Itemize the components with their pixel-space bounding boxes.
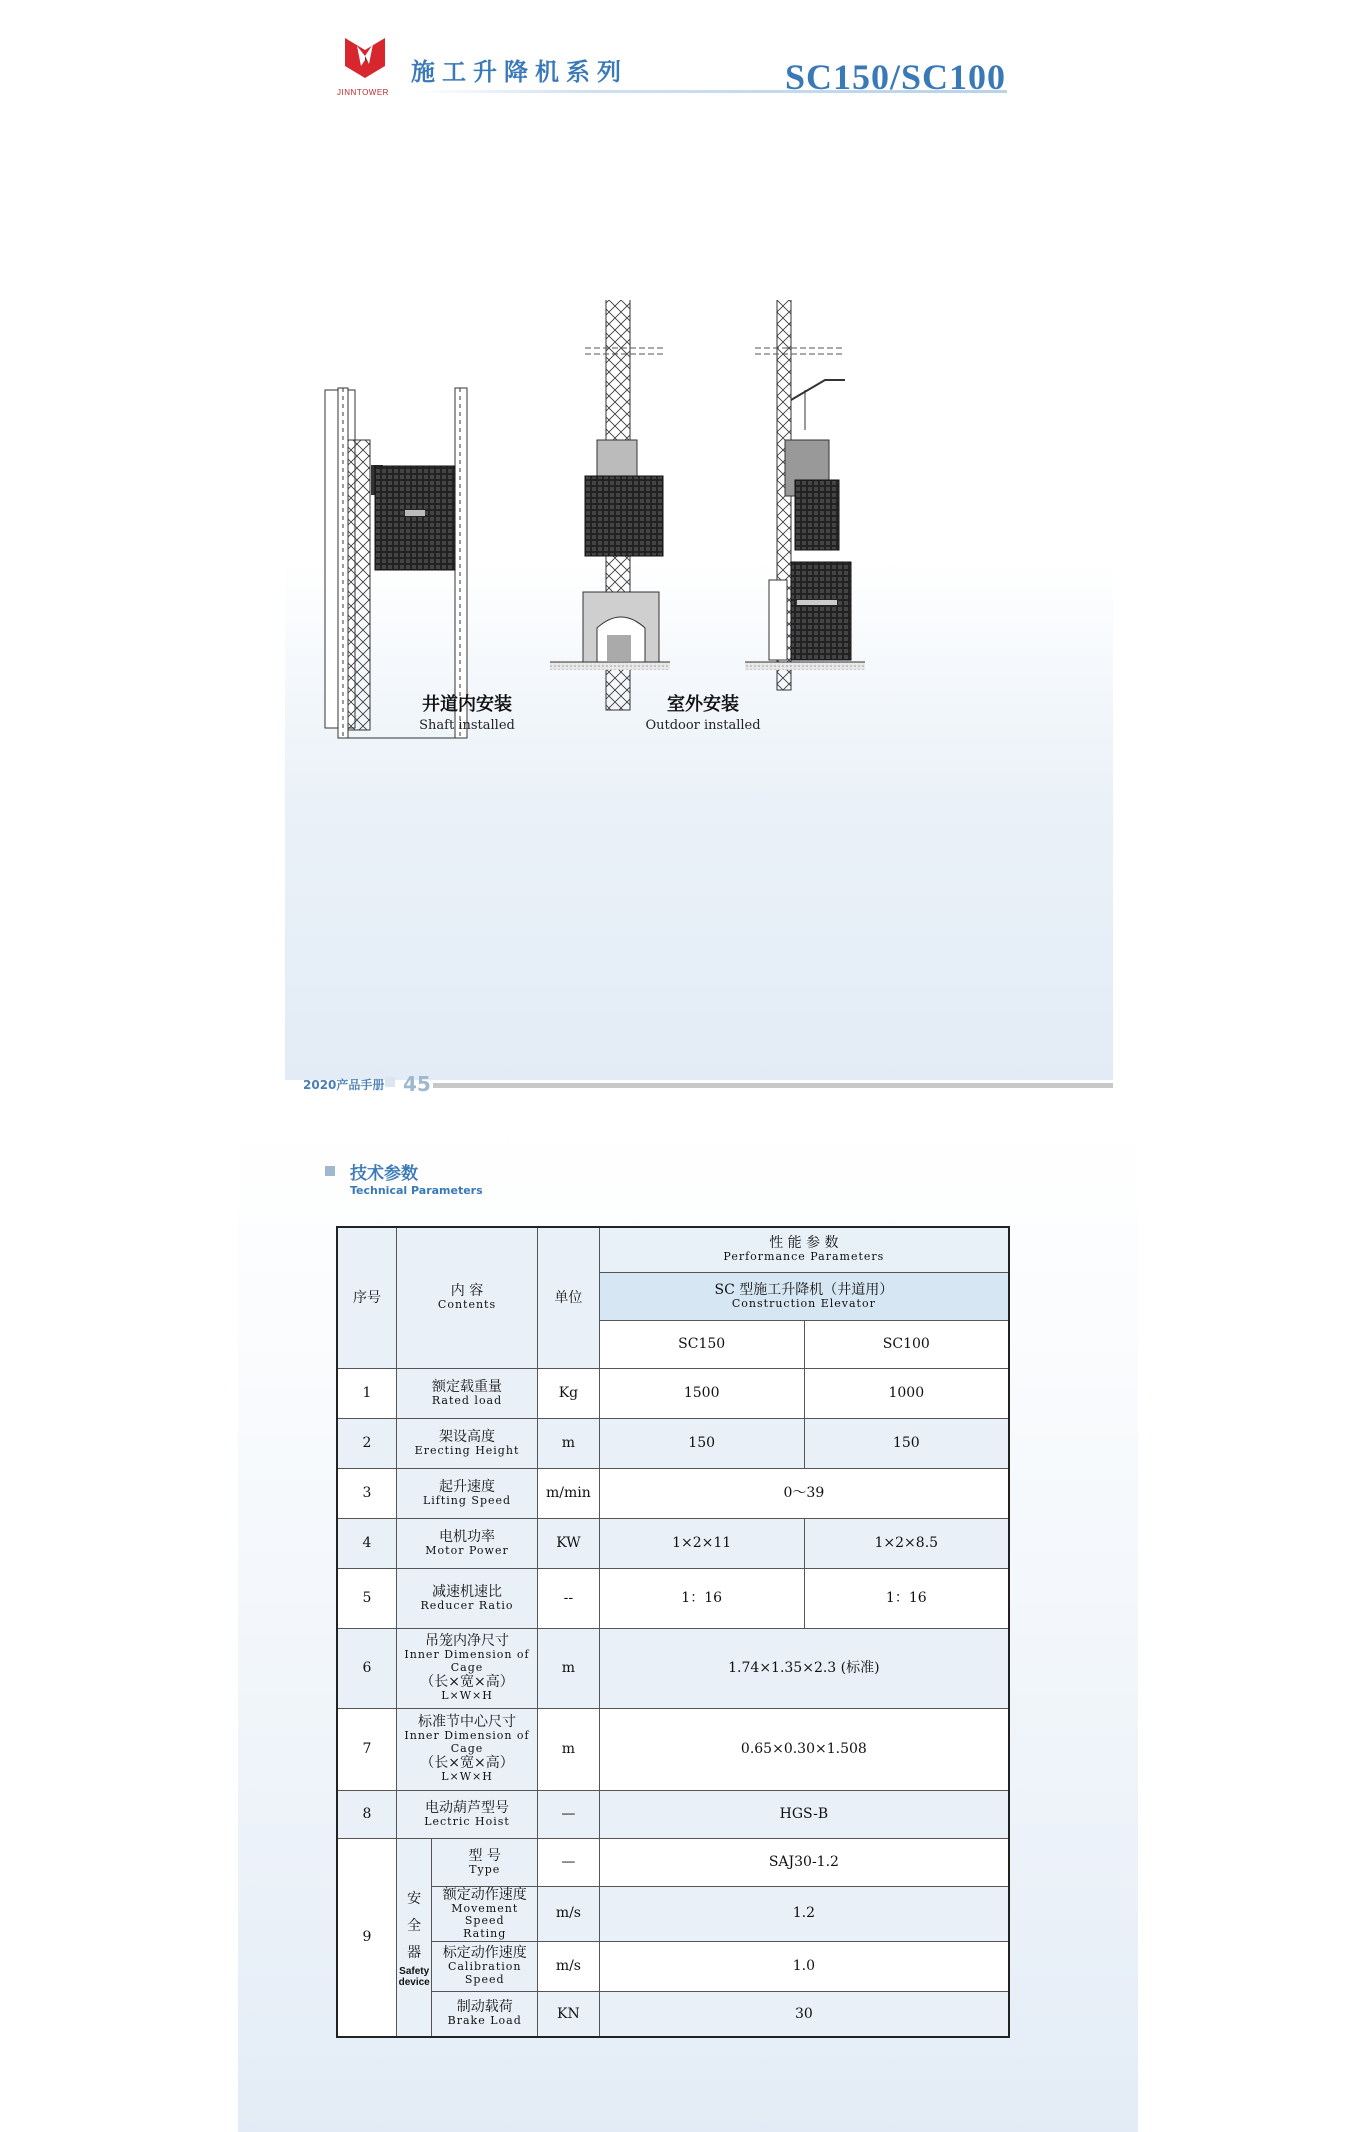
shaft-caption-cn: 井道内安装 (422, 694, 512, 715)
footer-page-number: 45 (403, 1072, 431, 1096)
row-value-b: 1×2×8.5 (804, 1518, 1009, 1568)
row-index: 4 (337, 1518, 396, 1568)
row-contents-en: Erecting Height (414, 1443, 520, 1457)
row-contents (396, 1518, 537, 1568)
brochure-page-45 (285, 0, 1113, 1096)
safety-row-en2: Rating (463, 1926, 507, 1940)
safety-row-contents (432, 1886, 538, 1941)
row-contents-cn: 电动葫芦型号 (425, 1799, 510, 1816)
safety-row-value: SAJ30-1.2 (599, 1838, 1009, 1886)
header-unit: 单位 (538, 1227, 600, 1368)
header-performance-en: Performance Parameters (723, 1250, 885, 1264)
row-value-a: 1×2×11 (599, 1518, 804, 1568)
row-value-a: 1500 (599, 1368, 804, 1418)
outdoor-caption-en: Outdoor installed (645, 718, 761, 733)
row-unit: Kg (538, 1368, 600, 1418)
logo-text: JINNTOWER (337, 88, 389, 97)
row-contents-en: Reducer Ratio (420, 1598, 514, 1612)
header-contents-en: Contents (437, 1298, 497, 1312)
row-contents-cn2: （长×宽×高） (420, 1755, 514, 1772)
row-value: 0.65×0.30×1.508 (599, 1708, 1009, 1790)
row-contents-cn: 吊笼内净尺寸 (425, 1632, 510, 1649)
outdoor-installed-drawing-2 (745, 300, 865, 690)
row-contents-cn: 电机功率 (439, 1528, 496, 1545)
safety-row-cn: 标定动作速度 (442, 1945, 527, 1962)
shaft-caption (367, 690, 567, 733)
header-contents (396, 1227, 537, 1368)
safety-row-value: 1.2 (599, 1886, 1009, 1941)
safety-row-en: Calibration (447, 1960, 522, 1974)
header-contents-cn: 内 容 (450, 1283, 484, 1300)
row-unit: m (538, 1628, 600, 1708)
shaft-installed-drawing (325, 388, 467, 738)
header-elevator-en: Construction Elevator (731, 1296, 876, 1310)
row-contents (396, 1628, 537, 1708)
section-title-cn: 技术参数 (350, 1164, 418, 1184)
row-value: 0～39 (599, 1468, 1009, 1518)
safety-row-unit: — (538, 1838, 600, 1886)
safety-row-cn: 制动载荷 (456, 1999, 513, 2016)
row-contents-en: Inner Dimension of Cage (404, 1648, 530, 1674)
row-value-a: 150 (599, 1418, 804, 1468)
row-contents (396, 1790, 537, 1838)
page-footer (285, 1072, 1113, 1096)
footer-rule (433, 1083, 1113, 1088)
header-elevator (599, 1272, 1009, 1320)
section-title-en: Technical Parameters (350, 1184, 483, 1197)
row-contents-en: Motor Power (425, 1543, 509, 1557)
safety-row-value: 30 (599, 1991, 1009, 2037)
row-index: 8 (337, 1790, 396, 1838)
safety-device-label (396, 1838, 431, 2037)
section-bullet (325, 1166, 335, 1176)
row-contents (396, 1368, 537, 1418)
row-contents (396, 1708, 537, 1790)
row-contents (396, 1418, 537, 1468)
safety-row-value: 1.0 (599, 1941, 1009, 1991)
model-title: SC150/SC100 (785, 57, 1007, 97)
row-value: 1.74×1.35×2.3 (标准) (599, 1628, 1009, 1708)
elevator-drawings (285, 300, 1113, 900)
row-unit: m/min (538, 1468, 600, 1518)
row-contents-cn: 额定载重量 (432, 1378, 503, 1395)
row-value: HGS-B (599, 1790, 1009, 1838)
header-index: 序号 (337, 1227, 396, 1368)
row-contents-en2: L×W×H (441, 1689, 493, 1703)
outdoor-installed-drawing-1 (550, 300, 670, 710)
row-value-b: 1：16 (804, 1568, 1009, 1628)
header-performance-cn: 性 能 参 数 (769, 1235, 839, 1252)
safety-row-cn: 额定动作速度 (442, 1886, 527, 1903)
row-contents-en: Lectric Hoist (424, 1814, 510, 1828)
safety-row-cn: 型 号 (468, 1847, 501, 1864)
row-unit: m (538, 1708, 600, 1790)
series-title: 施工升降机系列 (411, 58, 628, 86)
row-value-a: 1：16 (599, 1568, 804, 1628)
header-elevator-cn: SC 型施工升降机（井道用） (714, 1281, 894, 1298)
header-model-a: SC150 (599, 1320, 804, 1368)
row-contents (396, 1568, 537, 1628)
safety-row-en: Brake Load (447, 2014, 522, 2028)
row-value-b: 150 (804, 1418, 1009, 1468)
row-index: 2 (337, 1418, 396, 1468)
row-contents-en: Lifting Speed (422, 1493, 512, 1507)
safety-row-en2: Speed (464, 1973, 505, 1987)
row-index: 1 (337, 1368, 396, 1418)
safety-row-unit: m/s (538, 1941, 600, 1991)
jinntower-logo (343, 36, 387, 80)
safety-row-unit: m/s (538, 1886, 600, 1941)
row-contents-cn: 减速机速比 (432, 1583, 503, 1600)
row-index: 6 (337, 1628, 396, 1708)
technical-parameters-table (336, 1226, 1010, 2038)
row-contents-en: Inner Dimension of Cage (404, 1729, 530, 1755)
safety-row-contents (432, 1838, 538, 1886)
row-contents-en2: L×W×H (441, 1770, 493, 1784)
safety-row-en: Type (469, 1862, 501, 1876)
safety-char-1: 安 (407, 1891, 422, 1908)
shaft-caption-en: Shaft installed (419, 718, 515, 733)
safety-row-contents (432, 1941, 538, 1991)
row-index: 5 (337, 1568, 396, 1628)
safety-row-unit: KN (538, 1991, 600, 2037)
safety-label-en: Safety device (398, 1966, 430, 1989)
row-contents-en: Rated load (431, 1393, 503, 1407)
header-performance (599, 1227, 1009, 1272)
brochure-page-specs (238, 1120, 1138, 2132)
row-contents-cn2: （长×宽×高） (420, 1674, 514, 1691)
footer-catalog: 2020产品手册 (303, 1078, 385, 1092)
footer-square (385, 1077, 395, 1087)
row-contents (396, 1468, 537, 1518)
row-unit: KW (538, 1518, 600, 1568)
row-contents-cn: 起升速度 (439, 1478, 496, 1495)
outdoor-caption-cn: 室外安装 (667, 694, 739, 715)
row-contents-cn: 架设高度 (439, 1428, 496, 1445)
row-index: 3 (337, 1468, 396, 1518)
header-model-b: SC100 (804, 1320, 1009, 1368)
safety-row-en: Movement Speed (451, 1901, 519, 1928)
row-contents-cn: 标准节中心尺寸 (418, 1713, 517, 1730)
row-index: 7 (337, 1708, 396, 1790)
row-unit: -- (538, 1568, 600, 1628)
outdoor-caption (603, 690, 803, 733)
safety-char-3: 器 (407, 1944, 422, 1961)
row-index: 9 (337, 1838, 396, 2037)
row-unit: m (538, 1418, 600, 1468)
safety-char-2: 全 (407, 1917, 422, 1934)
row-unit: — (538, 1790, 600, 1838)
row-value-b: 1000 (804, 1368, 1009, 1418)
safety-row-contents (432, 1991, 538, 2037)
